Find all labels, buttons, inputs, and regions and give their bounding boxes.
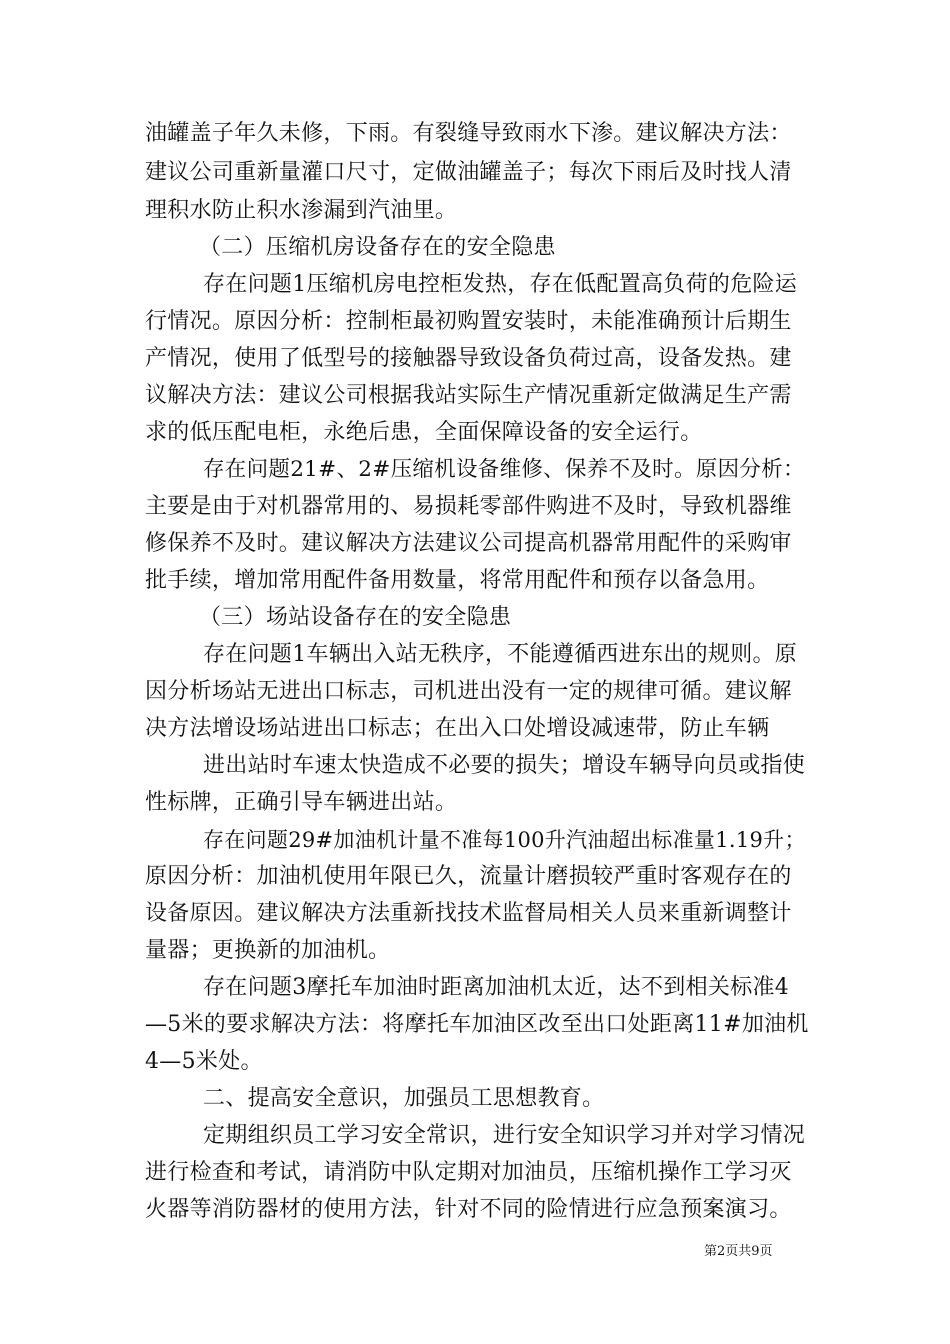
body-text-line: 行情况。原因分析：控制柜最初购置安装时，未能准确预计后期生 bbox=[145, 309, 792, 334]
body-text-line: 议解决方法：建议公司根据我站实际生产情况重新定做满足生产需 bbox=[145, 383, 792, 408]
body-text-line: —5米的要求解决方法：将摩托车加油区改至出口处距离11#加油机 bbox=[145, 1012, 809, 1037]
body-text-line: 性标牌，正确引导车辆进出站。 bbox=[145, 790, 458, 815]
body-text-line: 存在问题3摩托车加油时距离加油机太近，达不到相关标准4 bbox=[203, 975, 790, 1000]
body-text-line: 原因分析：加油机使用年限已久，流量计磨损较严重时客观存在的 bbox=[145, 864, 792, 889]
body-text-line: 批手续，增加常用配件备用数量，将常用配件和预存以备急用。 bbox=[145, 568, 770, 593]
body-text-line: 求的低压配电柜，永绝后患，全面保障设备的安全运行。 bbox=[145, 420, 703, 445]
body-text-line: 设备原因。建议解决方法重新找技术监督局相关人员来重新调整计 bbox=[145, 901, 792, 926]
body-text-line: 量器；更换新的加油机。 bbox=[145, 938, 391, 963]
body-text-line: 建议公司重新量灌口尺寸，定做油罐盖子；每次下雨后及时找人清 bbox=[145, 160, 792, 185]
body-text-line: 油罐盖子年久未修，下雨。有裂缝导致雨水下渗。建议解决方法： bbox=[145, 121, 792, 146]
body-text-line: 4—5米处。 bbox=[145, 1049, 263, 1074]
body-text-line: 火器等消防器材的使用方法，针对不同的险情进行应急预案演习。 bbox=[145, 1197, 792, 1222]
body-text-line: 进出站时车速太快造成不必要的损失；增设车辆导向员或指使 bbox=[203, 753, 806, 778]
section-heading: （二）压缩机房设备存在的安全隐患 bbox=[199, 235, 556, 260]
body-text-line: 修保养不及时。建议解决方法建议公司提高机器常用配件的采购审 bbox=[145, 531, 792, 556]
body-text-line: 主要是由于对机器常用的、易损耗零部件购进不及时，导致机器维 bbox=[145, 494, 792, 519]
section-heading: 二、提高安全意识，加强员工思想教育。 bbox=[203, 1086, 605, 1111]
body-text-line: 产情况，使用了低型号的接触器导致设备负荷过高，设备发热。建 bbox=[145, 346, 792, 371]
body-text-line: 理积水防止积水渗漏到汽油里。 bbox=[145, 198, 458, 223]
body-text-line: 存在问题29#加油机计量不准每100升汽油超出标准量1.19升； bbox=[203, 828, 806, 852]
body-text-line: 因分析场站无进出口标志，司机进出没有一定的规律可循。建议解 bbox=[145, 679, 792, 704]
body-text-line: 定期组织员工学习安全常识，进行安全知识学习并对学习情况 bbox=[203, 1123, 806, 1148]
body-text-line: 存在问题1压缩机房电控柜发热，存在低配置高负荷的危险运 bbox=[203, 272, 798, 297]
body-text-line: 决方法增设场站进出口标志；在出入口处增设减速带，防止车辆 bbox=[145, 716, 770, 741]
page-number-footer: 第2页共9页 bbox=[704, 1244, 773, 1259]
section-heading: （三）场站设备存在的安全隐患 bbox=[199, 605, 512, 630]
body-text-line: 存在问题21#、2#压缩机设备维修、保养不及时。原因分析： bbox=[203, 457, 805, 482]
body-text-line: 进行检查和考试，请消防中队定期对加油员，压缩机操作工学习灭 bbox=[145, 1160, 792, 1185]
body-text-line: 存在问题1车辆出入站无秩序，不能遵循西进东出的规则。原 bbox=[203, 642, 798, 667]
